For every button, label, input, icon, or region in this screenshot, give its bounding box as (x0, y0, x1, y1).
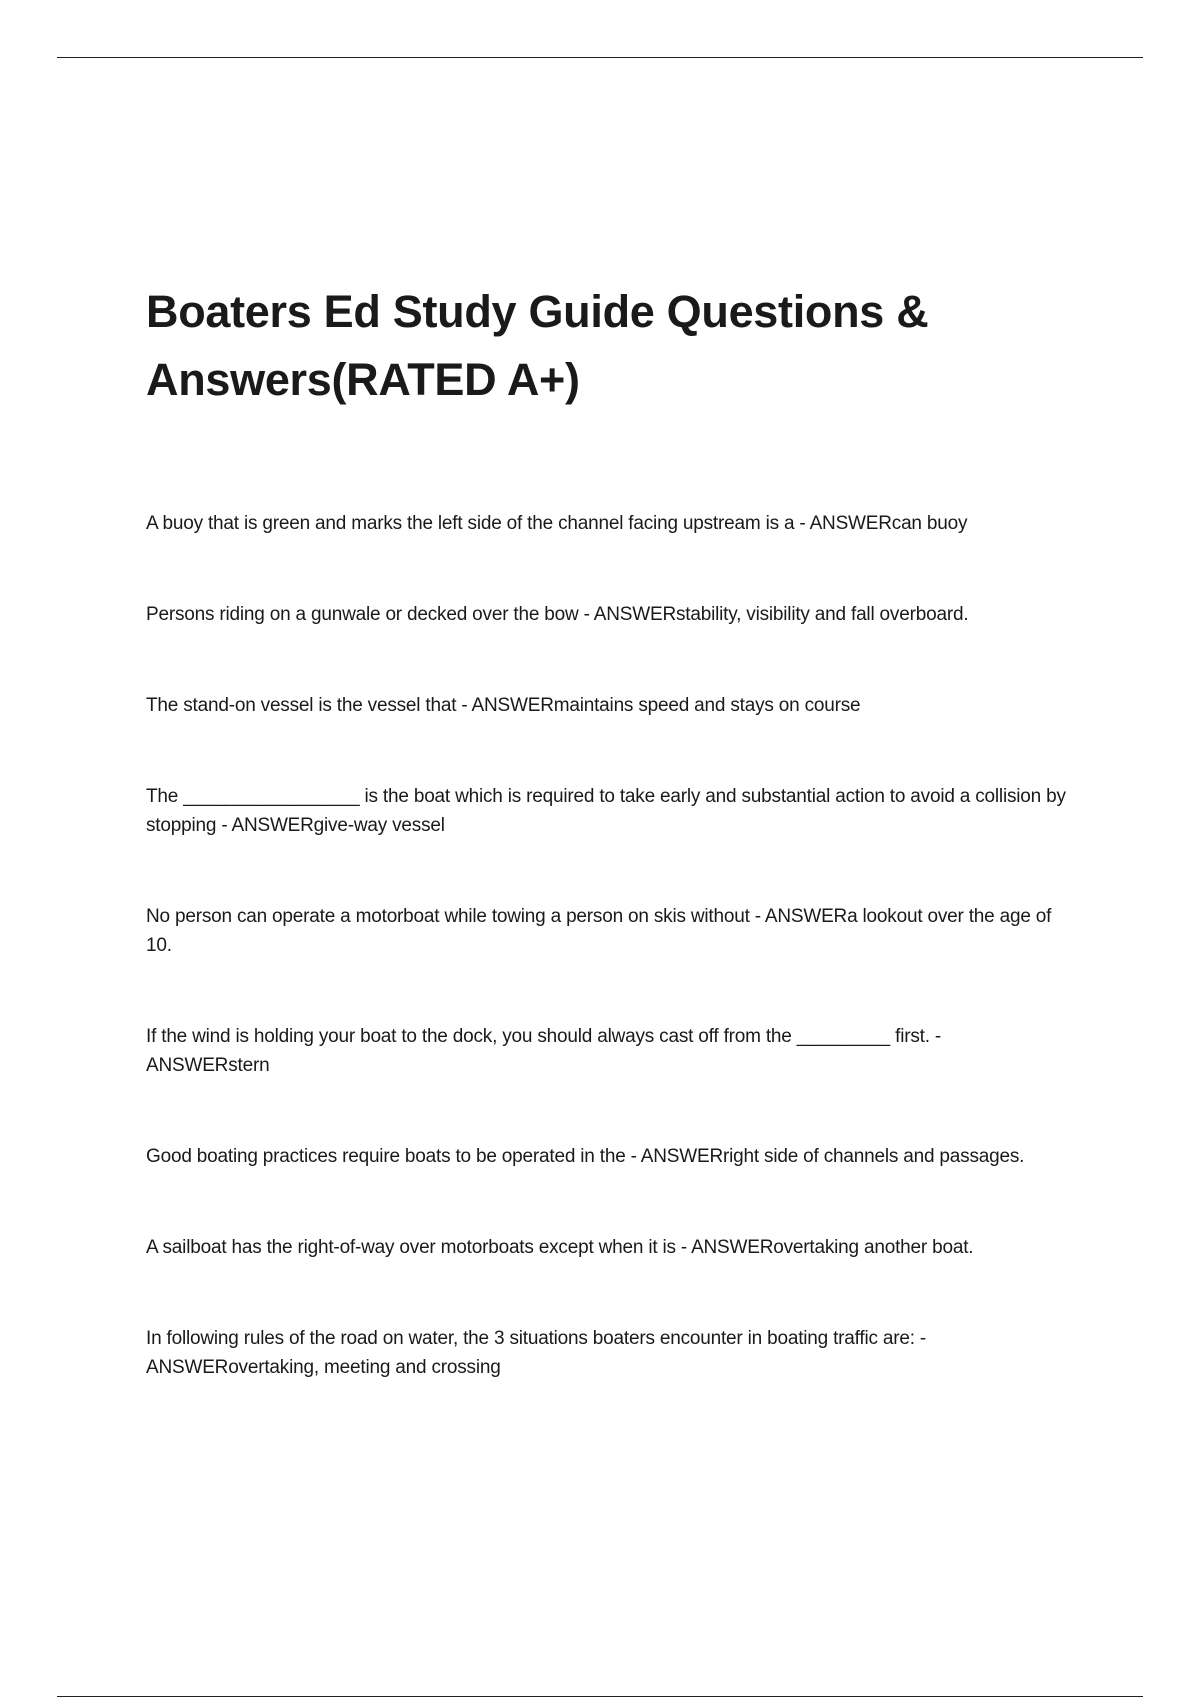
qa-item: No person can operate a motorboat while towing a person on skis without - ANSWERa lookout over the age of 10. (146, 906, 1052, 956)
qa-item: Good boating practices require boats to be operated in the - ANSWERright side of channels and passages. (146, 1146, 1025, 1167)
top-rule (57, 57, 1143, 58)
document-body (146, 278, 1066, 1444)
qa-item: A buoy that is green and marks the left side of the channel facing upstream is a - ANSWERcan buoy (146, 513, 968, 534)
qa-list (146, 509, 1066, 1382)
qa-item: Persons riding on a gunwale or decked over the bow - ANSWERstability, visibility and fall overboard. (146, 604, 969, 625)
qa-item: If the wind is holding your boat to the dock, you should always cast off from the _________ first. - ANSWERstern (146, 1026, 942, 1076)
qa-item: In following rules of the road on water, the 3 situations boaters encounter in boating traffic are: - ANSWERovertaking, meeting and crossing (146, 1328, 927, 1378)
document-title: Boaters Ed Study Guide Questions & Answers(RATED A+) (146, 286, 929, 405)
qa-item: A sailboat has the right-of-way over motorboats except when it is - ANSWERovertaking another boat. (146, 1237, 974, 1258)
qa-item: The _________________ is the boat which is required to take early and substantial action to avoid a collision by stopping - ANSWERgive-way vessel (146, 786, 1066, 836)
bottom-rule (57, 1696, 1143, 1697)
qa-item: The stand-on vessel is the vessel that - ANSWERmaintains speed and stays on course (146, 695, 861, 716)
